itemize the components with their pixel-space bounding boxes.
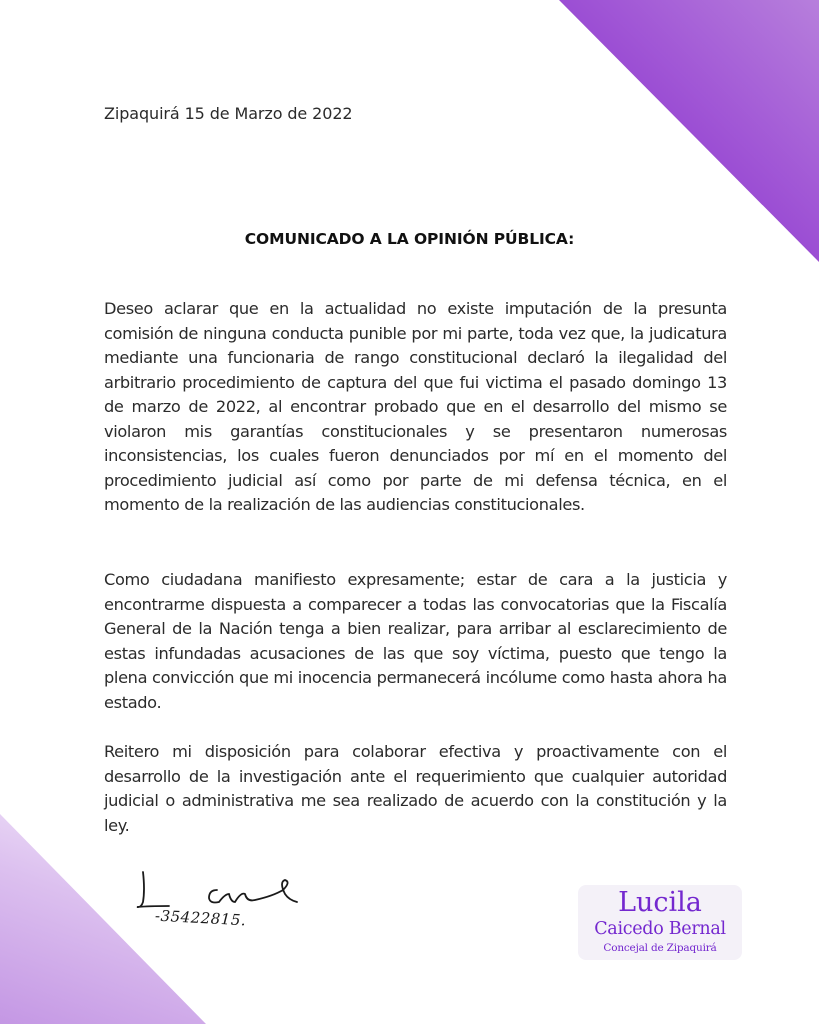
document-title: COMUNICADO A LA OPINIÓN PÚBLICA: bbox=[244, 230, 575, 248]
date-line: Zipaquirá 15 de Marzo de 2022 bbox=[104, 104, 353, 123]
name-card-role: Concejal de Zipaquirá bbox=[603, 942, 717, 954]
name-card-first-name: Lucila bbox=[618, 887, 702, 918]
paragraph-3: Reitero mi disposición para colaborar efectiva y proactivamente con el desarrollo de la investigación ante el requerimiento que cualquier autoridad judicial o administrativa me sea realizado de acuerdo con la constitución y la ley. bbox=[104, 742, 727, 835]
name-card bbox=[578, 885, 742, 960]
paragraph-2: Como ciudadana manifiesto expresamente; estar de cara a la justicia y encontrarme dispuesta a comparecer a todas las convocatorias que la Fiscalía General de la Nación tenga a bien realizar, para arribar al esclarecimiento de estas infundadas acusaciones de las que soy víctima, puesto que tengo la plena convicción que mi inocencia permanecerá incólume como hasta ahora ha estado. bbox=[104, 570, 727, 712]
name-card-last-name: Caicedo Bernal bbox=[594, 919, 726, 939]
decorative-corner-top-right bbox=[559, 0, 819, 262]
signature-id-number: -35422815. bbox=[154, 906, 247, 930]
paragraph-1: Deseo aclarar que en la actualidad no existe imputación de la presunta comisión de ninguna conducta punible por mi parte, toda vez que, la judicatura mediante una funcionaria de rango constitucional declaró la ilegalidad del arbitrario procedimiento de captura del que fui victima el pasado domingo 13 de marzo de 2022, al encontrar probado que en el desarrollo del mismo se violaron mis garantías constitucionales y se presentaron numerosas inconsistencias, los cuales fueron denunciados por mí en el momento del procedimiento judicial así como por parte de mi defensa técnica, en el momento de la realización de las audiencias constitucionales. bbox=[104, 299, 727, 514]
